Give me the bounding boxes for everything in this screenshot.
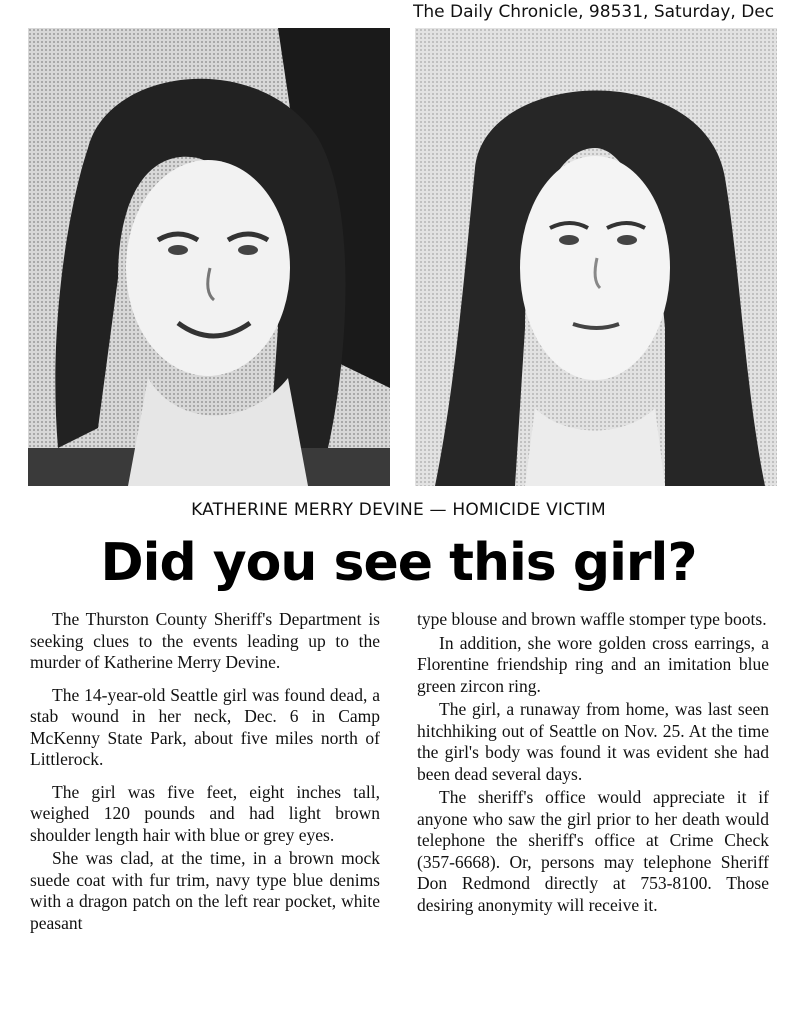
newspaper-masthead: The Daily Chronicle, 98531, Saturday, Dec xyxy=(413,2,775,22)
article-paragraph: The girl, a runaway from home, was last seen hitchhiking out of Seattle on Nov. 25. At the time the girl's body was found it was evident she had been dead several days. xyxy=(417,699,769,784)
article-column-left xyxy=(30,609,380,934)
article-paragraph: The Thurston County Sheriff's Department is seeking clues to the events leading up to the murder of Katherine Merry Devine. xyxy=(30,609,380,672)
victim-photo-left xyxy=(28,28,390,486)
headline: Did you see this girl? xyxy=(100,533,697,593)
article-paragraph: The girl was five feet, eight inches tall, weighed 120 pounds and had light brown shoulder length hair with blue or grey eyes. xyxy=(30,781,380,845)
article-column-right xyxy=(417,609,769,916)
article-paragraph: type blouse and brown waffle stomper type boots. xyxy=(417,609,767,629)
photo-caption xyxy=(0,500,797,520)
article-paragraph: The 14-year-old Seattle girl was found dead, a stab wound in her neck, Dec. 6 in Camp McKenny State Park, about five miles north of Littlerock. xyxy=(30,684,380,769)
portrait-illustration-right xyxy=(415,28,777,486)
caption-separator: — xyxy=(423,500,453,520)
caption-name: KATHERINE MERRY DEVINE xyxy=(191,500,424,520)
portrait-illustration-left xyxy=(28,28,390,486)
caption-label: HOMICIDE VICTIM xyxy=(452,500,606,520)
article-paragraph: In addition, she wore golden cross earrings, a Florentine friendship ring and an imitation blue green zircon ring. xyxy=(417,632,769,696)
article-paragraph: She was clad, at the time, in a brown mock suede coat with fur trim, navy type blue denims with a dragon patch on the left rear pocket, white peasant xyxy=(30,848,380,933)
victim-photo-right xyxy=(415,28,777,486)
article-paragraph: The sheriff's office would appreciate it if anyone who saw the girl prior to her death would telephone the sheriff's office at Crime Check (357-6668). Or, persons may telephone Sheriff Don Redmond directly at 753-8100. Those desiring anonymity will receive it. xyxy=(417,787,769,915)
